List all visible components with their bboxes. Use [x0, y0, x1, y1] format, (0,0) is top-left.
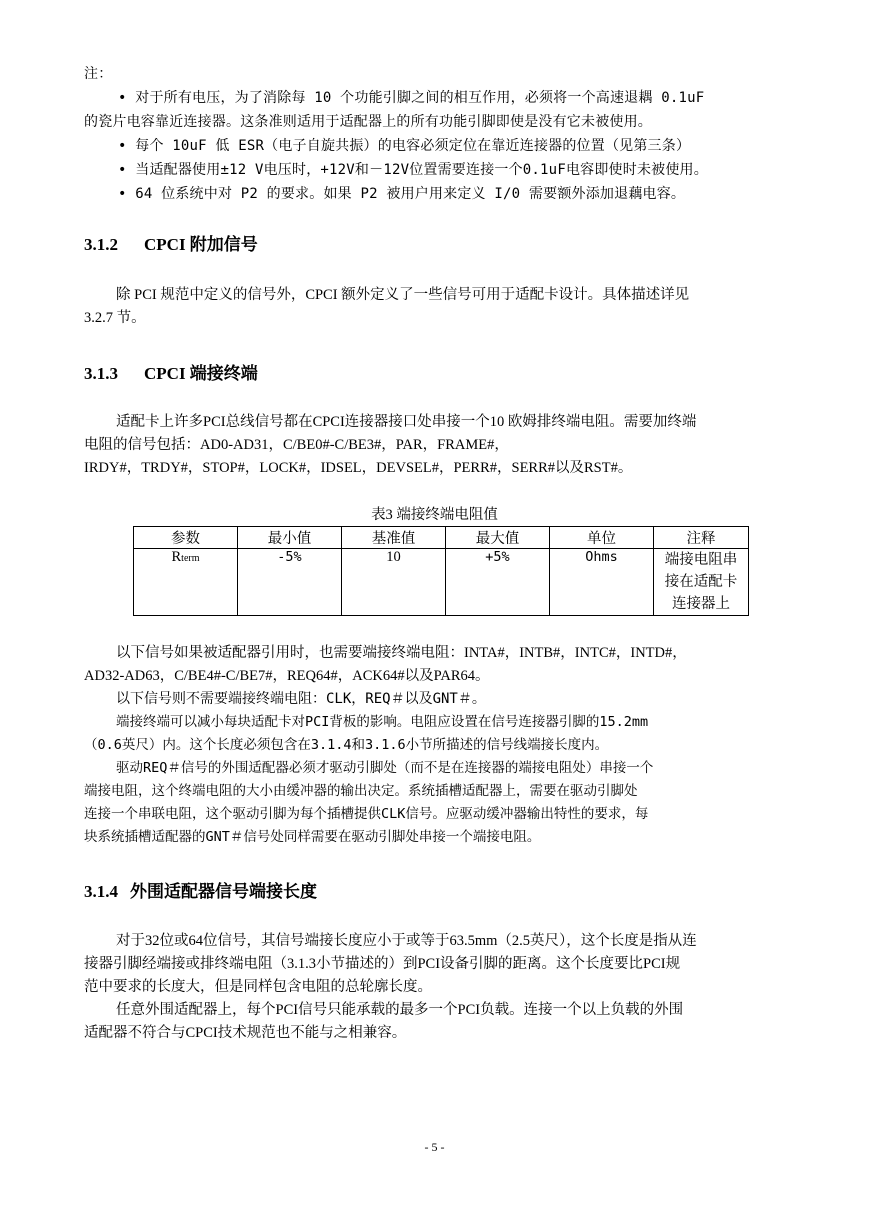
- paragraph-3-1-2: [84, 284, 806, 330]
- text-line: 适配卡上许多PCI总线信号都在CPCI连接器接口处串接一个10 欧姆排终端电阻。需要加终端: [116, 414, 697, 430]
- section-number: 3.1.3: [84, 364, 118, 383]
- text-line: 端接电阻，这个终端电阻的大小由缓冲器的输出决定。系统插槽适配器上，需要在驱动引脚处: [84, 783, 638, 799]
- note-bullet-1: • 对于所有电压，为了消除每 10 个功能引脚之间的相互作用，必须将一个高速退耦 0.1uF: [118, 90, 705, 106]
- text-line: 以下信号如果被适配器引用时，也需要端接终端电阻：INTA#，INTB#，INTC#，INTD#，: [116, 645, 687, 661]
- param-subscript: term: [181, 553, 200, 564]
- header-cell: 最大值: [446, 527, 550, 549]
- text-line: 除 PCI 规范中定义的信号外，CPCI 额外定义了一些信号可用于适配卡设计。具体描述详见: [116, 287, 690, 303]
- note-bullet-1-cont: 的瓷片电容靠近连接器。这条准则适用于适配器上的所有功能引脚即使是没有它未被使用。: [84, 114, 652, 130]
- max-cell: +5%: [446, 549, 550, 616]
- notes-block: [84, 62, 814, 206]
- table-header-row: [134, 527, 749, 549]
- page-number: - 5 -: [424, 1140, 445, 1154]
- min-cell: -5%: [238, 549, 342, 616]
- text-line: 端接终端可以减小每块适配卡对PCI背板的影响。电阻应设置在信号连接器引脚的15.2mm: [116, 714, 649, 730]
- section-title: CPCI 端接终端: [144, 364, 258, 383]
- section-number: 3.1.2: [84, 235, 118, 254]
- table-caption: 表3 端接终端电阻值: [371, 507, 498, 523]
- text-line: （0.6英尺）内。这个长度必须包含在3.1.4和3.1.6小节所描述的信号线端接长度内。: [84, 737, 609, 753]
- text-line: 适配器不符合与CPCI技术规范也不能与之相兼容。: [84, 1025, 407, 1041]
- note-bullet-4: • 64 位系统中对 P2 的要求。如果 P2 被用户用来定义 I/0 需要额外添加退藕电容。: [118, 186, 686, 202]
- header-cell: 参数: [134, 527, 238, 549]
- note-line: 接在适配卡: [664, 574, 738, 590]
- note-line: 端接电阻串: [664, 552, 738, 568]
- param-cell: [134, 549, 238, 616]
- notes-title: 注：: [84, 66, 113, 82]
- termination-table: [133, 526, 749, 616]
- text-line: 块系统插槽适配器的GNT＃信号处同样需要在驱动引脚处串接一个端接电阻。: [84, 829, 541, 845]
- text-line: 接器引脚经端接或排终端电阻（3.1.3小节描述的）到PCI设备引脚的距离。这个长度要比PCI规: [84, 956, 681, 972]
- paragraph-3-1-3: [84, 411, 806, 480]
- note-cell: [654, 549, 749, 616]
- param-symbol: R: [171, 549, 182, 565]
- text-line: 3.2.7 节。: [84, 310, 146, 326]
- paragraph-additional-signals: [84, 642, 806, 849]
- section-title: CPCI 附加信号: [144, 235, 258, 254]
- section-title: 外围适配器信号端接长度: [130, 882, 317, 901]
- heading-3-1-3: [84, 359, 258, 384]
- header-cell: 注释: [654, 527, 749, 549]
- text-line: 电阻的信号包括：AD0-AD31，C/BE0#-C/BE3#，PAR，FRAME#，: [84, 437, 509, 453]
- header-cell: 最小值: [238, 527, 342, 549]
- note-line: 连接器上: [672, 596, 730, 612]
- text-line: IRDY#，TRDY#，STOP#，LOCK#，IDSEL，DEVSEL#，PERR#，SERR#以及RST#。: [84, 460, 633, 476]
- section-number: 3.1.4: [84, 882, 118, 901]
- heading-3-1-2: [84, 230, 258, 255]
- text-line: 范中要求的长度大，但是同样包含电阻的总轮廓长度。: [84, 979, 432, 995]
- text-line: 任意外围适配器上，每个PCI信号只能承载的最多一个PCI负载。连接一个以上负载的外围: [116, 1002, 684, 1018]
- heading-3-1-4: [84, 877, 317, 902]
- nominal-cell: 10: [342, 549, 446, 616]
- text-line: 对于32位或64位信号，其信号端接长度应小于或等于63.5mm（2.5英尺），这个长度是指从连: [116, 933, 697, 949]
- table-row: [134, 549, 749, 616]
- text-line: AD32-AD63，C/BE4#-C/BE7#，REQ64#，ACK64#以及PAR64。: [84, 668, 490, 684]
- text-line: 以下信号则不需要端接终端电阻：CLK，REQ＃以及GNT＃。: [116, 691, 486, 707]
- header-cell: 基准值: [342, 527, 446, 549]
- text-line: 连接一个串联电阻，这个驱动引脚为每个插槽提供CLK信号。应驱动缓冲器输出特性的要求，每: [84, 806, 649, 822]
- note-bullet-2: • 每个 10uF 低 ESR（电子自旋共振）的电容必须定位在靠近连接器的位置（见第三条）: [118, 138, 691, 154]
- note-bullet-3: • 当适配器使用±12 V电压时，+12V和－12V位置需要连接一个0.1uF电容即使时未被使用。: [118, 162, 708, 178]
- header-cell: 单位: [550, 527, 654, 549]
- paragraph-3-1-4: [84, 930, 806, 1045]
- text-line: 驱动REQ＃信号的外围适配器必须才驱动引脚处（而不是在连接器的端接电阻处）串接一个: [116, 760, 654, 776]
- unit-cell: Ohms: [550, 549, 654, 616]
